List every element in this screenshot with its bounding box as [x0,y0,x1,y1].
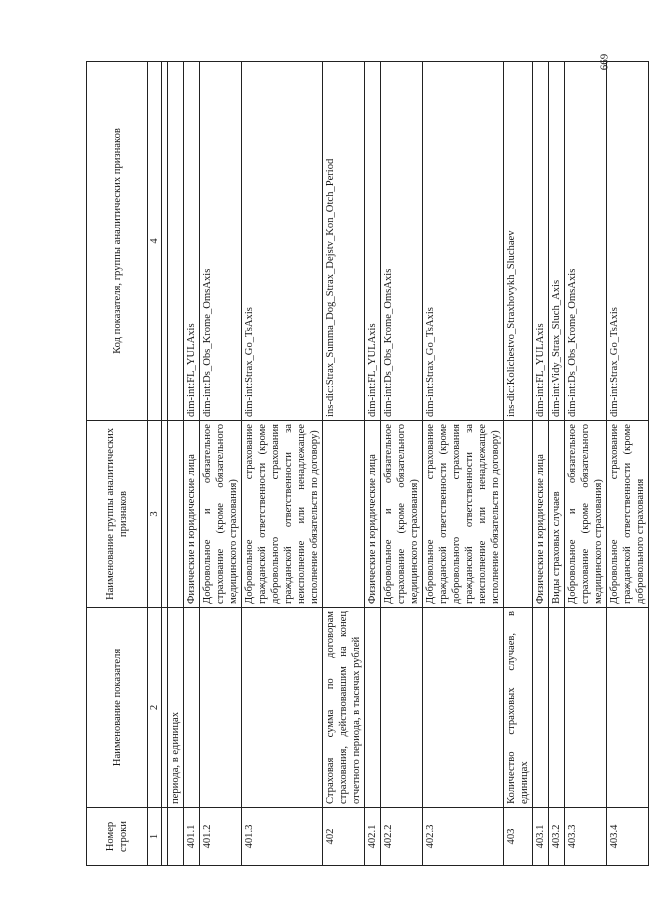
indicator-name-cell [200,608,242,808]
table-row [549,62,565,866]
code-cell: dim-int:FL_YULAxis [184,62,200,421]
code-cell: dim-int:FL_YULAxis [533,62,549,421]
row-number-cell: 402.2 [381,808,423,866]
table-row [365,62,381,866]
row-number-cell: 401.1 [184,808,200,866]
indicator-name-cell [365,608,381,808]
column-header-code: Код показателя, группы аналитических признаков [87,62,148,421]
group-name-cell: Добровольное страхование гражданской ответственности (кроме добровольного страхования гражданской ответственности за неисполнение или ненадлежащее исполнение обязательств по договору) [242,421,323,608]
indicator-name-cell [381,608,423,808]
code-cell: dim-int:Ds_Obs_Krome_OmsAxis [200,62,242,421]
indicator-name-cell [423,608,504,808]
indicator-name-cell: Страховая сумма по договорам страхования, действовавшим на конец отчетного периода, в тысячах рублей [323,608,365,808]
row-number-cell: 402 [323,808,365,866]
column-header-group-name: Наименование группы аналитических признаков [87,421,148,608]
group-name-cell: Физические и юридические лица [184,421,200,608]
group-name-cell: Физические и юридические лица [365,421,381,608]
code-cell: dim-int:Strax_Go_TsAxis [242,62,323,421]
group-name-cell: Физические и юридические лица [533,421,549,608]
row-number-cell: 402.3 [423,808,504,866]
indicator-name-cell [565,608,607,808]
code-cell: ins-dic:Kolichestvo_Straxhovykh_Sluchaev [504,62,533,421]
group-name-cell: Виды страховых случаев [549,421,565,608]
row-number-cell: 401.3 [242,808,323,866]
table-body [168,62,649,866]
table-row [184,62,200,866]
group-name-cell: Добровольное и обязательное страхование (кроме обязательного медицинского страхования) [565,421,607,608]
column-number-row [148,62,162,866]
table-row [323,62,365,866]
group-name-cell [504,421,533,608]
table-row [381,62,423,866]
indicator-name-cell [549,608,565,808]
code-cell: dim-int:Strax_Go_TsAxis [423,62,504,421]
row-number-cell: 401.2 [200,808,242,866]
table-row [242,62,323,866]
table-row [504,62,533,866]
column-number: 2 [148,608,162,808]
column-number: 1 [148,808,162,866]
code-cell: dim-int:FL_YULAxis [365,62,381,421]
row-number-cell [168,808,184,866]
code-cell [168,62,184,421]
group-name-cell: Добровольное страхование гражданской ответственности (кроме добровольного страхования [607,421,649,608]
code-cell: ins-dic:Strax_Summa_Dog_Strax_Dejstv_Kon_Otch_Period [323,62,365,421]
table-row [423,62,504,866]
column-header-indicator-name: Наименование показателя [87,608,148,808]
table-row [168,62,184,866]
column-number: 4 [148,62,162,421]
row-number-cell: 403 [504,808,533,866]
indicator-name-cell: периода, в единицах [168,608,184,808]
indicator-table [86,61,649,866]
indicator-name-cell [533,608,549,808]
indicator-name-cell [607,608,649,808]
group-name-cell [323,421,365,608]
row-number-cell: 403.4 [607,808,649,866]
indicator-name-cell [242,608,323,808]
code-cell: dim-int:Vidy_Strax_Sluch_Axis [549,62,565,421]
group-name-cell: Добровольное страхование гражданской ответственности (кроме добровольного страхования гражданской ответственности за неисполнение или ненадлежащее исполнение обязательств по договору) [423,421,504,608]
table-row [200,62,242,866]
column-number: 3 [148,421,162,608]
code-cell: dim-int:Ds_Obs_Krome_OmsAxis [565,62,607,421]
column-header-row-number: Номер строки [87,808,148,866]
indicator-name-cell [184,608,200,808]
indicator-name-cell: Количество страховых случаев, в единицах [504,608,533,808]
table-row [565,62,607,866]
row-number-cell: 403.1 [533,808,549,866]
group-name-cell: Добровольное и обязательное страхование (кроме обязательного медицинского страхования) [381,421,423,608]
table-row [607,62,649,866]
page-number: 669 [598,53,611,71]
row-number-cell: 402.1 [365,808,381,866]
group-name-cell: Добровольное и обязательное страхование (кроме обязательного медицинского страхования) [200,421,242,608]
table-row [533,62,549,866]
row-number-cell: 403.2 [549,808,565,866]
group-name-cell [168,421,184,608]
code-cell: dim-int:Strax_Go_TsAxis [607,62,649,421]
row-number-cell: 403.3 [565,808,607,866]
code-cell: dim-int:Ds_Obs_Krome_OmsAxis [381,62,423,421]
table-header-row [87,62,148,866]
